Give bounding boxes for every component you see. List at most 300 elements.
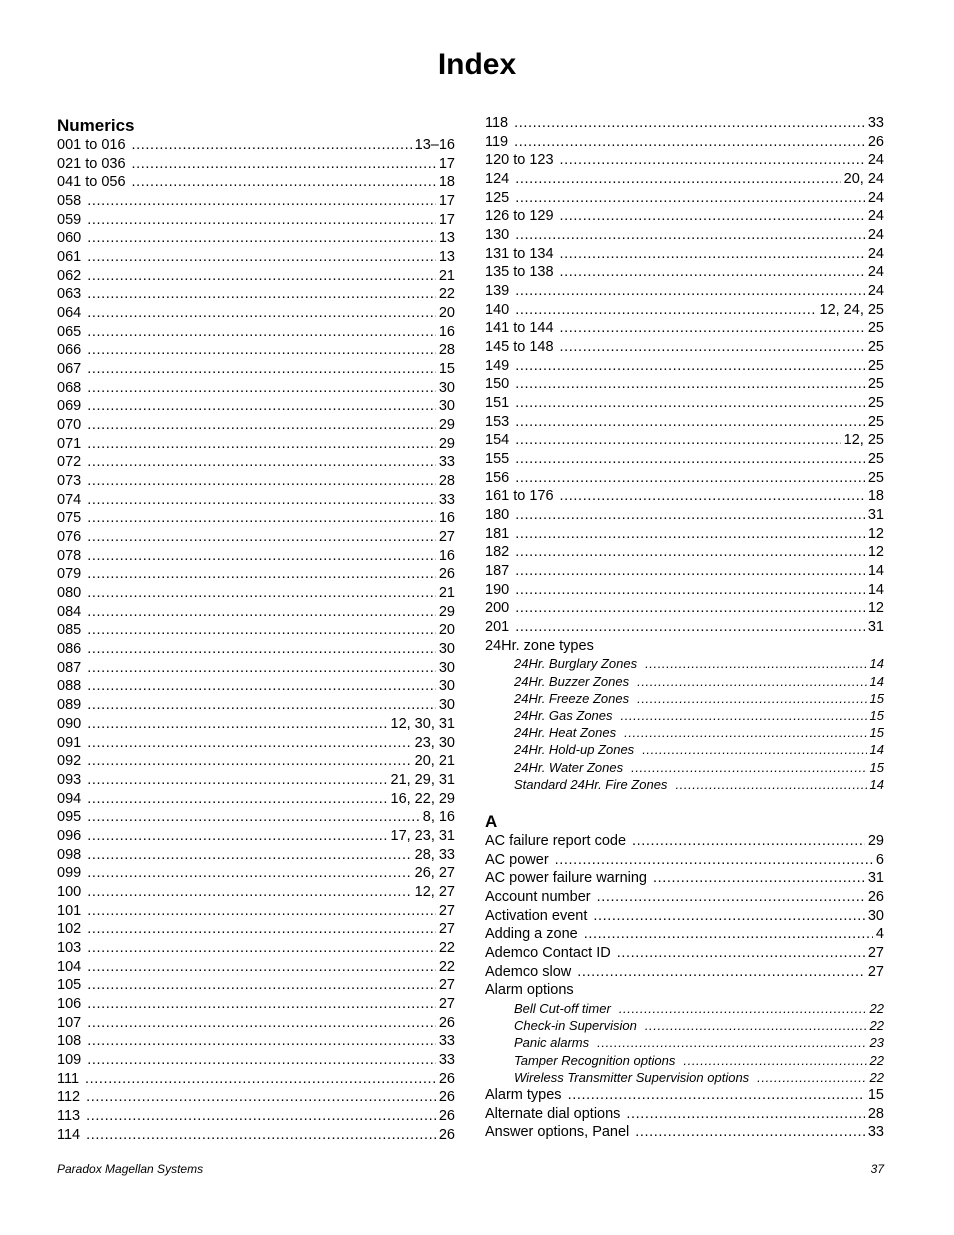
dot-leader	[87, 192, 436, 211]
dot-leader	[87, 715, 387, 734]
index-page-ref: 25	[867, 376, 884, 393]
index-page-ref: 14	[867, 563, 884, 580]
index-term: 098	[57, 846, 82, 863]
index-term: 094	[57, 790, 82, 807]
dot-leader	[515, 450, 865, 469]
index-term: 108	[57, 1033, 82, 1050]
index-page-ref: 28	[867, 1105, 884, 1122]
index-entry	[485, 357, 884, 376]
index-entry	[485, 1086, 884, 1105]
dot-leader	[637, 690, 866, 707]
index-page-ref: 12, 27	[414, 883, 455, 900]
index-term: 084	[57, 603, 82, 620]
dot-leader	[87, 397, 436, 416]
index-page-ref: 26	[867, 133, 884, 150]
index-entry	[57, 155, 455, 174]
index-entry	[57, 136, 455, 155]
footer-publisher: Paradox Magellan Systems	[57, 1162, 204, 1176]
index-term: 150	[485, 376, 510, 393]
index-subentry	[485, 741, 884, 758]
index-term: 061	[57, 249, 82, 266]
index-entry	[485, 543, 884, 562]
index-subentry	[485, 673, 884, 690]
index-page-ref: 12	[867, 600, 884, 617]
index-term: Check-in Supervision	[514, 1018, 637, 1034]
dot-leader	[515, 170, 840, 189]
index-term: 126 to 129	[485, 208, 554, 225]
index-entry	[485, 963, 884, 982]
index-entry	[485, 170, 884, 189]
index-page-ref: 20, 24	[843, 171, 884, 188]
index-term: 180	[485, 507, 510, 524]
index-term: 060	[57, 230, 82, 247]
dot-leader	[515, 189, 865, 208]
index-entry	[485, 562, 884, 581]
dot-leader	[560, 151, 865, 170]
index-entry	[57, 715, 455, 734]
index-entry	[485, 319, 884, 338]
index-entry	[485, 301, 884, 320]
index-term: 154	[485, 432, 510, 449]
index-page-ref: 16	[438, 510, 455, 527]
index-entry	[485, 338, 884, 357]
index-term: 112	[57, 1089, 81, 1106]
dot-leader	[87, 229, 436, 248]
index-page-ref: 26, 27	[414, 865, 455, 882]
dot-leader	[645, 1017, 867, 1034]
index-term: 105	[57, 977, 82, 994]
dot-leader	[85, 1070, 436, 1089]
index-entry	[485, 869, 884, 888]
dot-leader	[87, 248, 436, 267]
dot-leader	[515, 618, 865, 637]
dot-leader	[515, 469, 865, 488]
index-page-ref: 15	[869, 725, 884, 741]
index-page-ref: 33	[438, 454, 455, 471]
index-term: 24Hr. Water Zones	[514, 759, 624, 775]
index-entry	[485, 944, 884, 963]
index-page-ref: 21	[438, 585, 455, 602]
index-term: 093	[57, 771, 82, 788]
index-term: Ademco Contact ID	[485, 945, 611, 962]
index-term: 181	[485, 525, 510, 542]
index-entry	[57, 416, 455, 435]
dot-leader	[515, 543, 865, 562]
index-term: 140	[485, 301, 510, 318]
index-term: 24Hr. Freeze Zones	[514, 690, 630, 706]
index-term: 135 to 138	[485, 264, 554, 281]
index-term: 145 to 148	[485, 339, 554, 356]
dot-leader	[87, 958, 436, 977]
index-page-ref: 25	[867, 320, 884, 337]
dot-leader	[87, 267, 436, 286]
index-page-ref: 22	[869, 1001, 884, 1017]
index-page-ref: 12	[867, 544, 884, 561]
index-term: 071	[57, 435, 82, 452]
index-term: 090	[57, 715, 82, 732]
index-entry	[57, 173, 455, 192]
index-entry	[57, 285, 455, 304]
index-entry	[485, 151, 884, 170]
dot-leader	[593, 907, 864, 926]
dot-leader	[560, 487, 865, 506]
index-page-ref: 18	[438, 174, 455, 191]
index-term: 139	[485, 283, 510, 300]
index-term: 091	[57, 734, 82, 751]
index-entry	[57, 584, 455, 603]
dot-leader	[87, 603, 436, 622]
index-page-ref: 26	[438, 566, 455, 583]
index-entry	[485, 506, 884, 525]
dot-leader	[87, 790, 387, 809]
index-page-ref: 24	[867, 189, 884, 206]
index-term: Wireless Transmitter Supervision options	[514, 1069, 750, 1085]
index-page-ref: 30	[438, 678, 455, 695]
index-page-ref: 33	[867, 1124, 884, 1141]
index-page-ref: 28, 33	[414, 846, 455, 863]
index-entry	[485, 888, 884, 907]
index-entry	[57, 864, 455, 883]
index-term: 130	[485, 227, 510, 244]
index-term: 102	[57, 921, 82, 938]
index-entry	[57, 229, 455, 248]
index-term: 072	[57, 454, 82, 471]
index-term: 092	[57, 753, 82, 770]
index-page-ref: 12, 24, 25	[819, 301, 884, 318]
dot-leader	[87, 453, 436, 472]
dot-leader	[645, 655, 866, 672]
dot-leader	[87, 752, 411, 771]
dot-leader	[632, 832, 865, 851]
index-entry	[485, 133, 884, 152]
index-entry	[485, 282, 884, 301]
index-term: Answer options, Panel	[485, 1124, 630, 1141]
index-page-ref: 15	[869, 759, 884, 775]
index-term: 078	[57, 547, 82, 564]
dot-leader	[515, 301, 816, 320]
index-column-right	[485, 114, 884, 1142]
dot-leader	[560, 207, 865, 226]
index-term: AC failure report code	[485, 832, 627, 849]
index-page-ref: 17, 23, 31	[390, 827, 455, 844]
index-page-ref: 8, 16	[422, 809, 455, 826]
index-term: Standard 24Hr. Fire Zones	[514, 776, 668, 792]
index-term: Account number	[485, 889, 591, 905]
index-page-ref: 26	[438, 1089, 455, 1106]
dot-leader	[683, 1052, 866, 1069]
index-page-ref: 4	[875, 926, 884, 943]
dot-leader	[87, 734, 411, 753]
index-page-ref: 27	[438, 902, 455, 919]
dot-leader	[624, 724, 866, 741]
index-page-ref: 27	[438, 921, 455, 938]
index-entry	[485, 394, 884, 413]
index-term: Alarm types	[485, 1086, 562, 1103]
index-term: 062	[57, 267, 82, 284]
dot-leader	[597, 1034, 866, 1051]
index-term-24hr-zone-types: 24Hr. zone types	[485, 637, 594, 654]
dot-leader	[132, 173, 436, 192]
dot-leader	[86, 1126, 436, 1145]
index-term-alarm-options: Alarm options	[485, 982, 574, 999]
index-page-ref: 15	[869, 690, 884, 706]
dot-leader	[515, 375, 865, 394]
index-page-ref: 22	[438, 939, 455, 956]
dot-leader	[515, 431, 840, 450]
index-page-ref: 30	[867, 907, 884, 924]
dot-leader	[568, 1086, 865, 1105]
index-page-ref: 22	[438, 958, 455, 975]
index-sublist-alarm-options	[485, 1000, 884, 1086]
index-term: 156	[485, 469, 510, 486]
index-page-ref: 20	[438, 305, 455, 322]
index-entry	[57, 603, 455, 622]
index-entry	[57, 1032, 455, 1051]
index-page-ref: 30	[438, 379, 455, 396]
dot-leader	[637, 673, 866, 690]
index-subentry	[485, 655, 884, 672]
index-entry	[57, 248, 455, 267]
index-entry	[57, 397, 455, 416]
index-subentry	[485, 1052, 884, 1069]
index-term: AC power failure warning	[485, 870, 647, 887]
index-subentry	[485, 690, 884, 707]
index-subentry	[485, 759, 884, 776]
index-page-ref: 23	[869, 1035, 884, 1051]
dot-leader	[621, 707, 867, 724]
index-term: 141 to 144	[485, 320, 554, 337]
index-entry	[57, 939, 455, 958]
index-term: 120 to 123	[485, 152, 554, 169]
index-term: Alternate dial options	[485, 1105, 621, 1122]
index-entry	[485, 450, 884, 469]
dot-leader	[617, 944, 865, 963]
index-page-ref: 25	[867, 469, 884, 486]
index-term: 089	[57, 697, 82, 714]
index-page-ref: 18	[867, 488, 884, 505]
index-entry	[485, 1105, 884, 1124]
index-page-ref: 28	[438, 342, 455, 359]
dot-leader	[87, 677, 436, 696]
index-term: 070	[57, 417, 82, 434]
dot-leader	[87, 509, 436, 528]
index-entry	[57, 920, 455, 939]
dot-leader	[515, 581, 865, 600]
index-term: 101	[57, 902, 82, 919]
index-entry	[57, 659, 455, 678]
index-page-ref: 30	[438, 659, 455, 676]
index-term: 073	[57, 473, 82, 490]
dot-leader	[87, 323, 436, 342]
dot-leader	[675, 776, 866, 793]
index-entry	[57, 323, 455, 342]
index-entry	[485, 375, 884, 394]
index-page-ref: 14	[869, 776, 884, 792]
index-page-ref: 27	[438, 529, 455, 546]
index-page-ref: 30	[438, 398, 455, 415]
dot-leader	[87, 920, 436, 939]
index-term: 058	[57, 193, 82, 210]
index-term: 125	[485, 189, 510, 206]
index-entry	[485, 189, 884, 208]
index-page-ref: 14	[867, 581, 884, 598]
dot-leader	[515, 282, 865, 301]
dot-leader	[515, 506, 865, 525]
dot-leader	[87, 995, 436, 1014]
index-page-ref: 31	[867, 619, 884, 636]
index-term: 149	[485, 357, 510, 374]
dot-leader	[597, 888, 865, 907]
index-entry	[57, 267, 455, 286]
index-page-ref: 33	[438, 491, 455, 508]
dot-leader	[87, 416, 436, 435]
page-title: Index	[437, 48, 517, 81]
dot-leader	[87, 976, 436, 995]
index-term: 041 to 056	[57, 174, 126, 191]
index-entry	[57, 734, 455, 753]
index-entry	[57, 677, 455, 696]
index-entry	[485, 263, 884, 282]
index-term: 190	[485, 581, 510, 598]
index-term: AC power	[485, 851, 549, 868]
index-page-ref: 17	[438, 155, 455, 172]
index-term: 151	[485, 395, 510, 412]
index-term: 088	[57, 678, 82, 695]
index-entry	[57, 360, 455, 379]
index-term: Activation event	[485, 907, 588, 924]
dot-leader	[515, 413, 865, 432]
index-term: 085	[57, 622, 82, 639]
index-subentry	[485, 776, 884, 793]
index-term: 065	[57, 323, 82, 340]
index-entry	[57, 790, 455, 809]
index-page-ref: 22	[869, 1069, 884, 1085]
dot-leader	[631, 759, 866, 776]
dot-leader	[584, 925, 873, 944]
index-term: 161 to 176	[485, 488, 554, 505]
index-page-ref: 25	[867, 339, 884, 356]
dot-leader	[515, 562, 865, 581]
dot-leader	[87, 547, 436, 566]
dot-leader	[86, 1107, 436, 1126]
index-page-ref: 25	[867, 357, 884, 374]
index-entry	[485, 581, 884, 600]
index-page-ref: 16	[438, 323, 455, 340]
index-page-ref: 24	[867, 227, 884, 244]
index-entry	[57, 902, 455, 921]
index-page-ref: 31	[867, 507, 884, 524]
index-entry	[485, 413, 884, 432]
index-term: 079	[57, 566, 82, 583]
dot-leader	[515, 599, 865, 618]
index-entry	[57, 1051, 455, 1070]
index-entry	[57, 883, 455, 902]
index-page-ref: 22	[869, 1018, 884, 1034]
index-entry	[57, 771, 455, 790]
index-page-ref: 21	[438, 267, 455, 284]
index-page-ref: 12, 30, 31	[390, 715, 455, 732]
index-entry	[57, 1088, 455, 1107]
index-page-ref: 33	[438, 1051, 455, 1068]
index-entry	[57, 1107, 455, 1126]
index-entry	[57, 1126, 455, 1145]
dot-leader	[132, 155, 436, 174]
index-term: 182	[485, 544, 510, 561]
section-heading-numerics: Numerics	[57, 116, 135, 135]
index-entry	[57, 528, 455, 547]
index-term: 064	[57, 305, 82, 322]
index-term: 080	[57, 585, 82, 602]
dot-leader	[515, 394, 865, 413]
index-page-ref: 22	[869, 1052, 884, 1068]
index-page-ref: 24	[867, 245, 884, 262]
index-page-ref: 31	[867, 870, 884, 887]
dot-leader	[87, 1051, 436, 1070]
index-term: 001 to 016	[57, 137, 126, 153]
dot-leader	[87, 584, 436, 603]
index-page-ref: 14	[869, 742, 884, 758]
index-list-left	[57, 136, 455, 1144]
index-page-ref: 26	[438, 1126, 455, 1143]
index-page-ref: 27	[438, 977, 455, 994]
index-entry	[485, 487, 884, 506]
index-page-ref: 26	[438, 1107, 455, 1124]
index-page-ref: 27	[438, 995, 455, 1012]
index-page-ref: 13	[438, 249, 455, 266]
index-entry	[485, 431, 884, 450]
index-entry	[57, 304, 455, 323]
dot-leader	[87, 379, 436, 398]
index-term: Ademco slow	[485, 963, 572, 980]
index-page-ref: 26	[867, 889, 884, 905]
index-term: 200	[485, 600, 510, 617]
dot-leader	[87, 341, 436, 360]
dot-leader	[87, 528, 436, 547]
dot-leader	[560, 263, 865, 282]
index-entry	[57, 827, 455, 846]
index-entry	[57, 976, 455, 995]
index-page-ref: 29	[438, 603, 455, 620]
index-page-ref: 24	[867, 283, 884, 300]
index-entry	[485, 925, 884, 944]
index-term: 103	[57, 939, 82, 956]
index-entry	[485, 618, 884, 637]
dot-leader	[87, 1032, 436, 1051]
index-entry	[57, 958, 455, 977]
index-page-ref: 25	[867, 451, 884, 468]
index-term: 069	[57, 398, 82, 415]
index-term: 074	[57, 491, 82, 508]
index-entry	[57, 547, 455, 566]
dot-leader	[87, 1014, 436, 1033]
index-page-ref: 30	[438, 641, 455, 658]
dot-leader	[515, 357, 865, 376]
index-entry	[57, 808, 455, 827]
index-term: 095	[57, 809, 82, 826]
index-page-ref: 33	[867, 115, 884, 131]
index-entry	[57, 1014, 455, 1033]
index-page-ref: 14	[869, 656, 884, 672]
index-entry	[57, 192, 455, 211]
index-entry	[57, 453, 455, 472]
dot-leader	[87, 565, 436, 584]
dot-leader	[87, 472, 436, 491]
index-term: 187	[485, 563, 510, 580]
dot-leader	[555, 851, 873, 870]
index-page-ref: 15	[869, 708, 884, 724]
index-subentry	[485, 1034, 884, 1051]
dot-leader	[87, 659, 436, 678]
